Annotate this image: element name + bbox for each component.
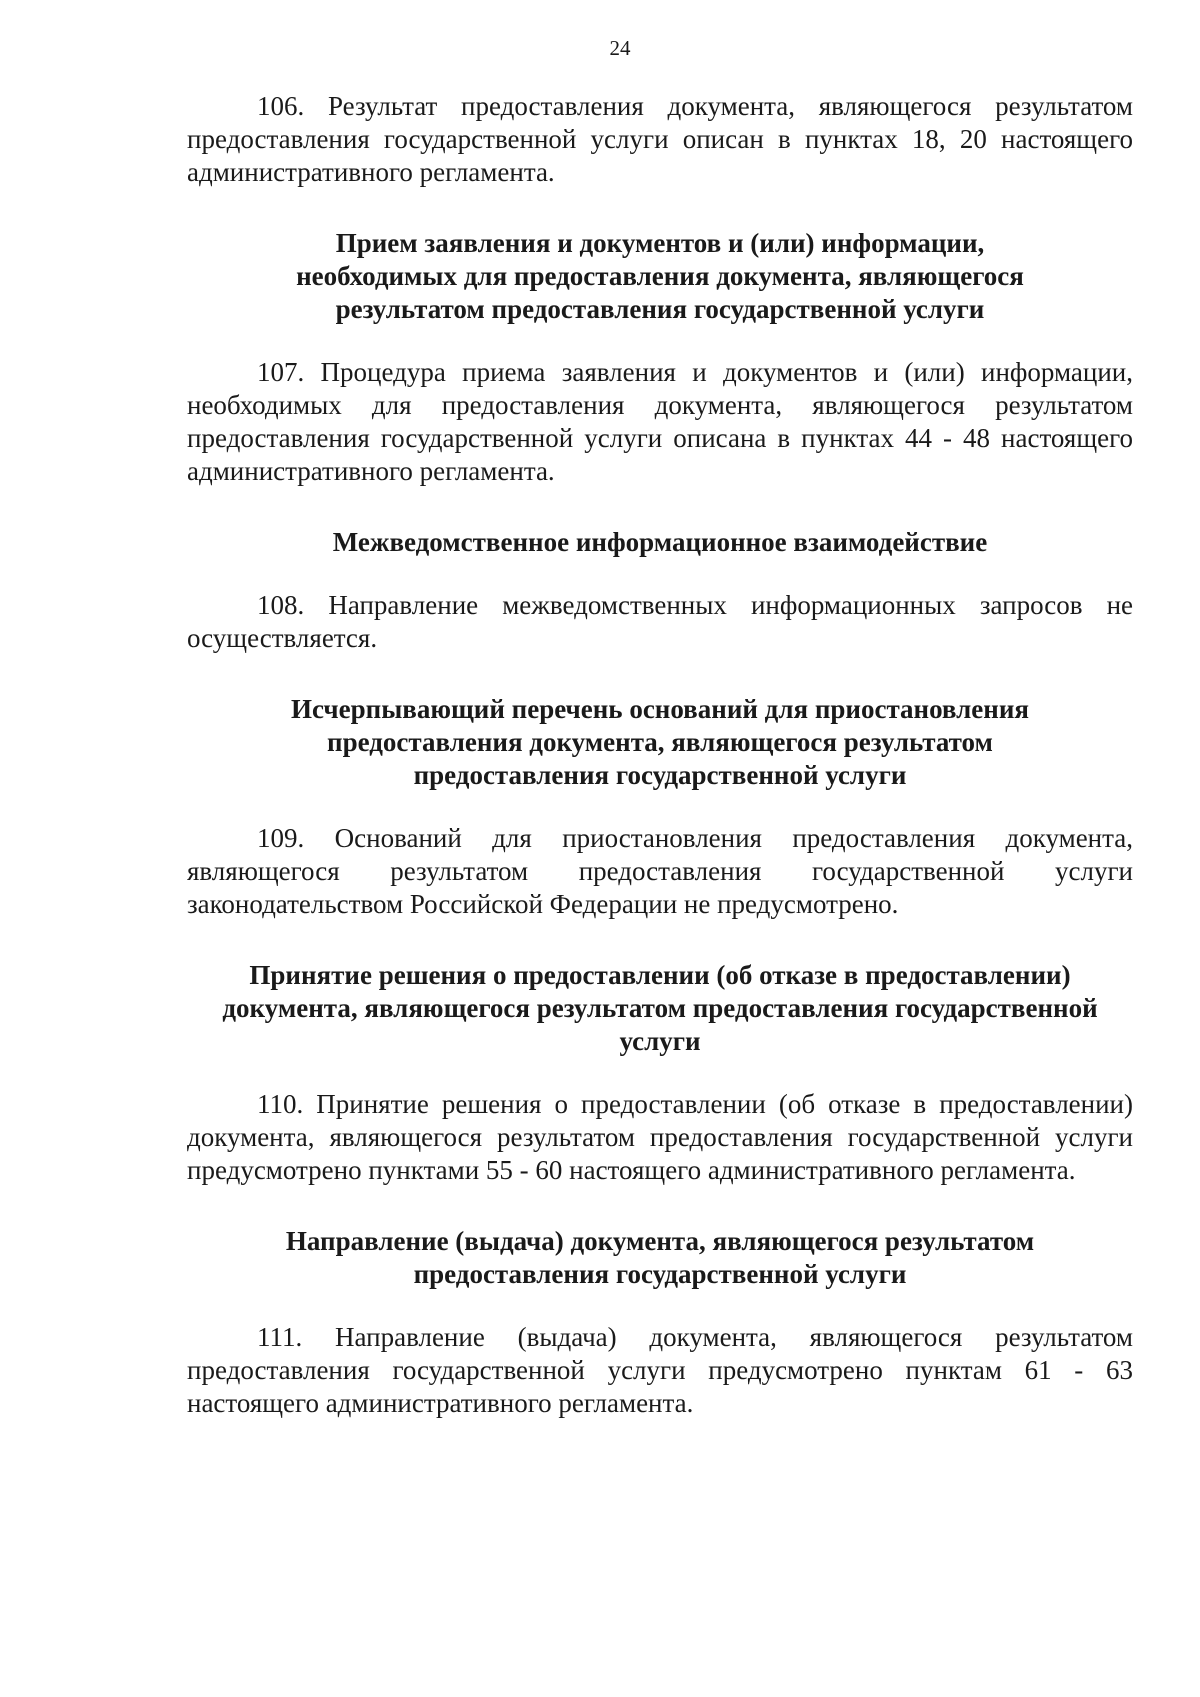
paragraph-107: 107. Процедура приема заявления и документов и (или) информации, необходимых для предоставления документа, являющегося результатом предоставления государственной услуги описана в пунктах 44 - 48 настоящего административного регламента. bbox=[187, 357, 1133, 486]
heading-line: предоставления документа, являющегося результатом bbox=[327, 727, 993, 757]
heading-line: Межведомственное информационное взаимодействие bbox=[332, 527, 988, 557]
heading-line: Исчерпывающий перечень оснований для приостановления bbox=[290, 694, 1030, 724]
paragraph-106: 106. Результат предоставления документа, являющегося результатом предоставления государственной услуги описан в пунктах 18, 20 настоящего административного регламента. bbox=[187, 91, 1133, 187]
paragraph-109: 109. Оснований для приостановления предоставления документа, являющегося результатом предоставления государственной услуги законодательством Российской Федерации не предусмотрено. bbox=[187, 823, 1133, 919]
document-body bbox=[187, 90, 1133, 1420]
heading-line: предоставления государственной услуги bbox=[413, 1259, 907, 1289]
heading-line: предоставления государственной услуги bbox=[413, 760, 907, 790]
heading-line: Прием заявления и документов и (или) информации, bbox=[335, 228, 985, 258]
section-heading-interagency bbox=[187, 526, 1133, 559]
paragraph-110: 110. Принятие решения о предоставлении (об отказе в предоставлении) документа, являющегося результатом предоставления государственной услуги предусмотрено пунктами 55 - 60 настоящего административного регламента. bbox=[187, 1089, 1133, 1185]
section-heading-decision bbox=[187, 959, 1133, 1058]
heading-line: документа, являющегося результатом предоставления государственной bbox=[222, 993, 1098, 1023]
section-heading-application-intake bbox=[187, 227, 1133, 326]
page-number: 24 bbox=[609, 36, 631, 60]
heading-line: Принятие решения о предоставлении (об отказе в предоставлении) bbox=[249, 960, 1071, 990]
heading-line: услуги bbox=[619, 1026, 701, 1056]
heading-line: Направление (выдача) документа, являющегося результатом bbox=[285, 1226, 1035, 1256]
paragraph-108: 108. Направление межведомственных информационных запросов не осуществляется. bbox=[187, 590, 1133, 653]
paragraph-111: 111. Направление (выдача) документа, являющегося результатом предоставления государственной услуги предусмотрено пунктам 61 - 63 настоящего административного регламента. bbox=[187, 1322, 1133, 1418]
heading-line: необходимых для предоставления документа, являющегося bbox=[296, 261, 1024, 291]
section-heading-issuance bbox=[187, 1225, 1133, 1291]
section-heading-suspension-grounds bbox=[187, 693, 1133, 792]
heading-line: результатом предоставления государственной услуги bbox=[335, 294, 985, 324]
